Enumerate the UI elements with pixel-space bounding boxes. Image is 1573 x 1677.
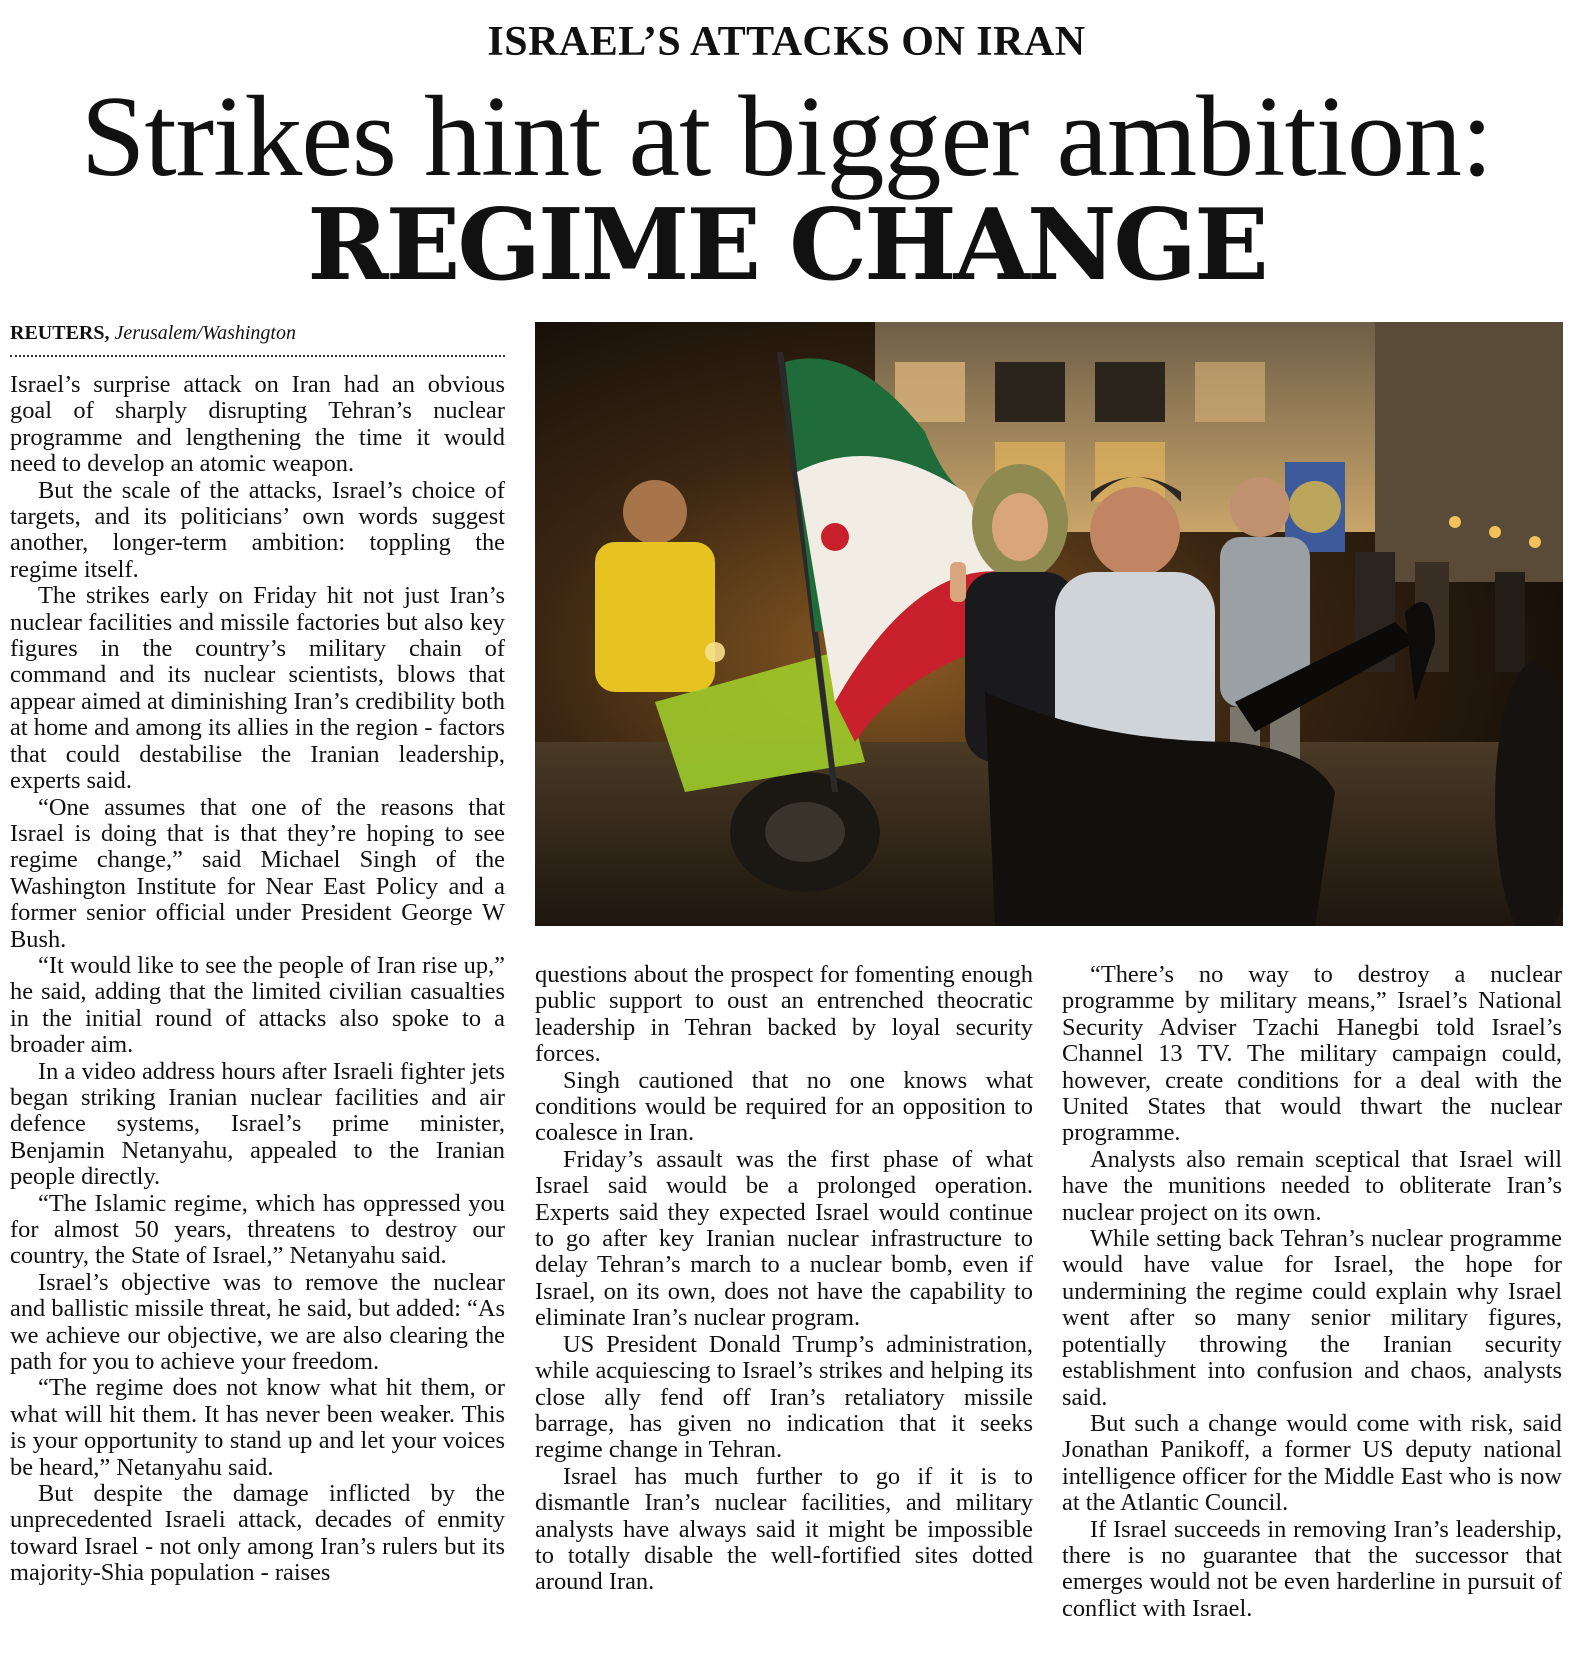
byline-dateline: Jerusalem/Washington <box>114 322 296 344</box>
paragraph: If Israel succeeds in removing Iran’s leadership, there is no guarantee that the successor that emerges would not be even harderline in pursuit of conflict with Israel. <box>1062 1515 1562 1622</box>
headline: Strikes hint at bigger ambition: <box>80 73 1493 201</box>
paragraph: “The regime does not know what hit them, or what will hit them. It has never been weaker. This is your opportunity to stand up and let your voices be heard,” Netanyahu said. <box>10 1374 505 1481</box>
news-photo <box>535 322 1563 926</box>
section-kicker: ISRAEL’S ATTACKS ON IRAN <box>487 19 1086 65</box>
paragraph: While setting back Tehran’s nuclear programme would have value for Israel, the hope for undermining the regime could explain why Israel went after so many senior military figures, potentially throwing the Iranian security establishment into confusion and chaos, analysts said. <box>1062 1225 1562 1411</box>
paragraph: Singh cautioned that no one knows what conditions would be required for an opposition to coalesce in Iran. <box>535 1066 1033 1147</box>
paragraph: US President Donald Trump’s administration, while acquiescing to Israel’s strikes and helping its close ally fend off Iran’s retaliatory missile barrage, has given no indication that it seeks regime change in Tehran. <box>535 1330 1033 1464</box>
paragraph: The strikes early on Friday hit not just Iran’s nuclear facilities and missile factories but also key figures in the country’s military chain of command and its nuclear scientists, blows that appear aimed at diminishing Iran’s credibility both at home and among its allies in the region - factors that could destabilise the Iranian leadership, experts said. <box>10 582 505 795</box>
byline <box>10 322 505 357</box>
paragraph: But such a change would come with risk, said Jonathan Panikoff, a former US deputy national intelligence officer for the Middle East who is now at the Atlantic Council. <box>1062 1409 1562 1517</box>
paragraph: But the scale of the attacks, Israel’s choice of targets, and its politicians’ own words suggest another, longer-term ambition: toppling the regime itself. <box>10 476 505 583</box>
article-column-1 <box>10 372 505 1587</box>
paragraph: “There’s no way to destroy a nuclear programme by military means,” Israel’s National Security Adviser Tzachi Hanegbi told Israel’s Channel 13 TV. The military campaign could, however, create conditions for a deal with the United States that would thwart the nuclear programme. <box>1062 961 1562 1147</box>
paragraph: “It would like to see the people of Iran rise up,” he said, adding that the limited civilian casualties in the initial round of attacks also spoke to a broader aim. <box>10 951 505 1059</box>
paragraph: “The Islamic regime, which has oppressed you for almost 50 years, threatens to destroy our country, the State of Israel,” Netanyahu said. <box>10 1189 505 1270</box>
article-column-2 <box>535 962 1033 1596</box>
photo-icon <box>535 322 1563 926</box>
rider-yellow-shirt <box>595 542 715 692</box>
byline-agency: REUTERS, <box>10 322 110 344</box>
paragraph: But despite the damage inflicted by the unprecedented Israeli attack, decades of enmity toward Israel - not only among Iran’s rulers but its majority-Shia population - raises <box>10 1480 505 1587</box>
paragraph: Israel’s objective was to remove the nuclear and ballistic missile threat, he said, but added: “As we achieve our objective, we are also clearing the path for you to achieve your freedom. <box>10 1268 505 1376</box>
paragraph: Israel’s surprise attack on Iran had an obvious goal of sharply disrupting Tehran’s nuclear programme and lengthening the time it would need to develop an atomic weapon. <box>10 371 505 478</box>
article-column-3 <box>1062 962 1562 1622</box>
paragraph: Friday’s assault was the first phase of what Israel said would be a prolonged operation. Experts said they expected Israel would continue to go after key Iranian nuclear infrastructure to delay Tehran’s march to a nuclear bomb, even if Israel, on its own, does not have the capability to eliminate Iran’s nuclear program. <box>535 1145 1033 1332</box>
paragraph: In a video address hours after Israeli fighter jets began striking Iranian nuclear facilities and air defence systems, Israel’s prime minister, Benjamin Netanyahu, appealed to the Iranian people directly. <box>10 1057 505 1191</box>
paragraph: Israel has much further to go if it is to dismantle Iran’s nuclear facilities, and military analysts have always said it might be impossible to totally disable the well-fortified sites dotted around Iran. <box>535 1462 1033 1596</box>
headline-subject: REGIME CHANGE <box>307 188 1266 303</box>
paragraph: questions about the prospect for fomenting enough public support to oust an entrenched theocratic leadership in Tehran backed by loyal security forces. <box>535 961 1033 1068</box>
paragraph: “One assumes that one of the reasons that Israel is doing that is that they’re hoping to see regime change,” said Michael Singh of the Washington Institute for Near East Policy and a former senior official under President George W Bush. <box>10 793 505 953</box>
paragraph: Analysts also remain sceptical that Israel will have the munitions needed to obliterate Iran’s nuclear project on its own. <box>1062 1145 1562 1226</box>
